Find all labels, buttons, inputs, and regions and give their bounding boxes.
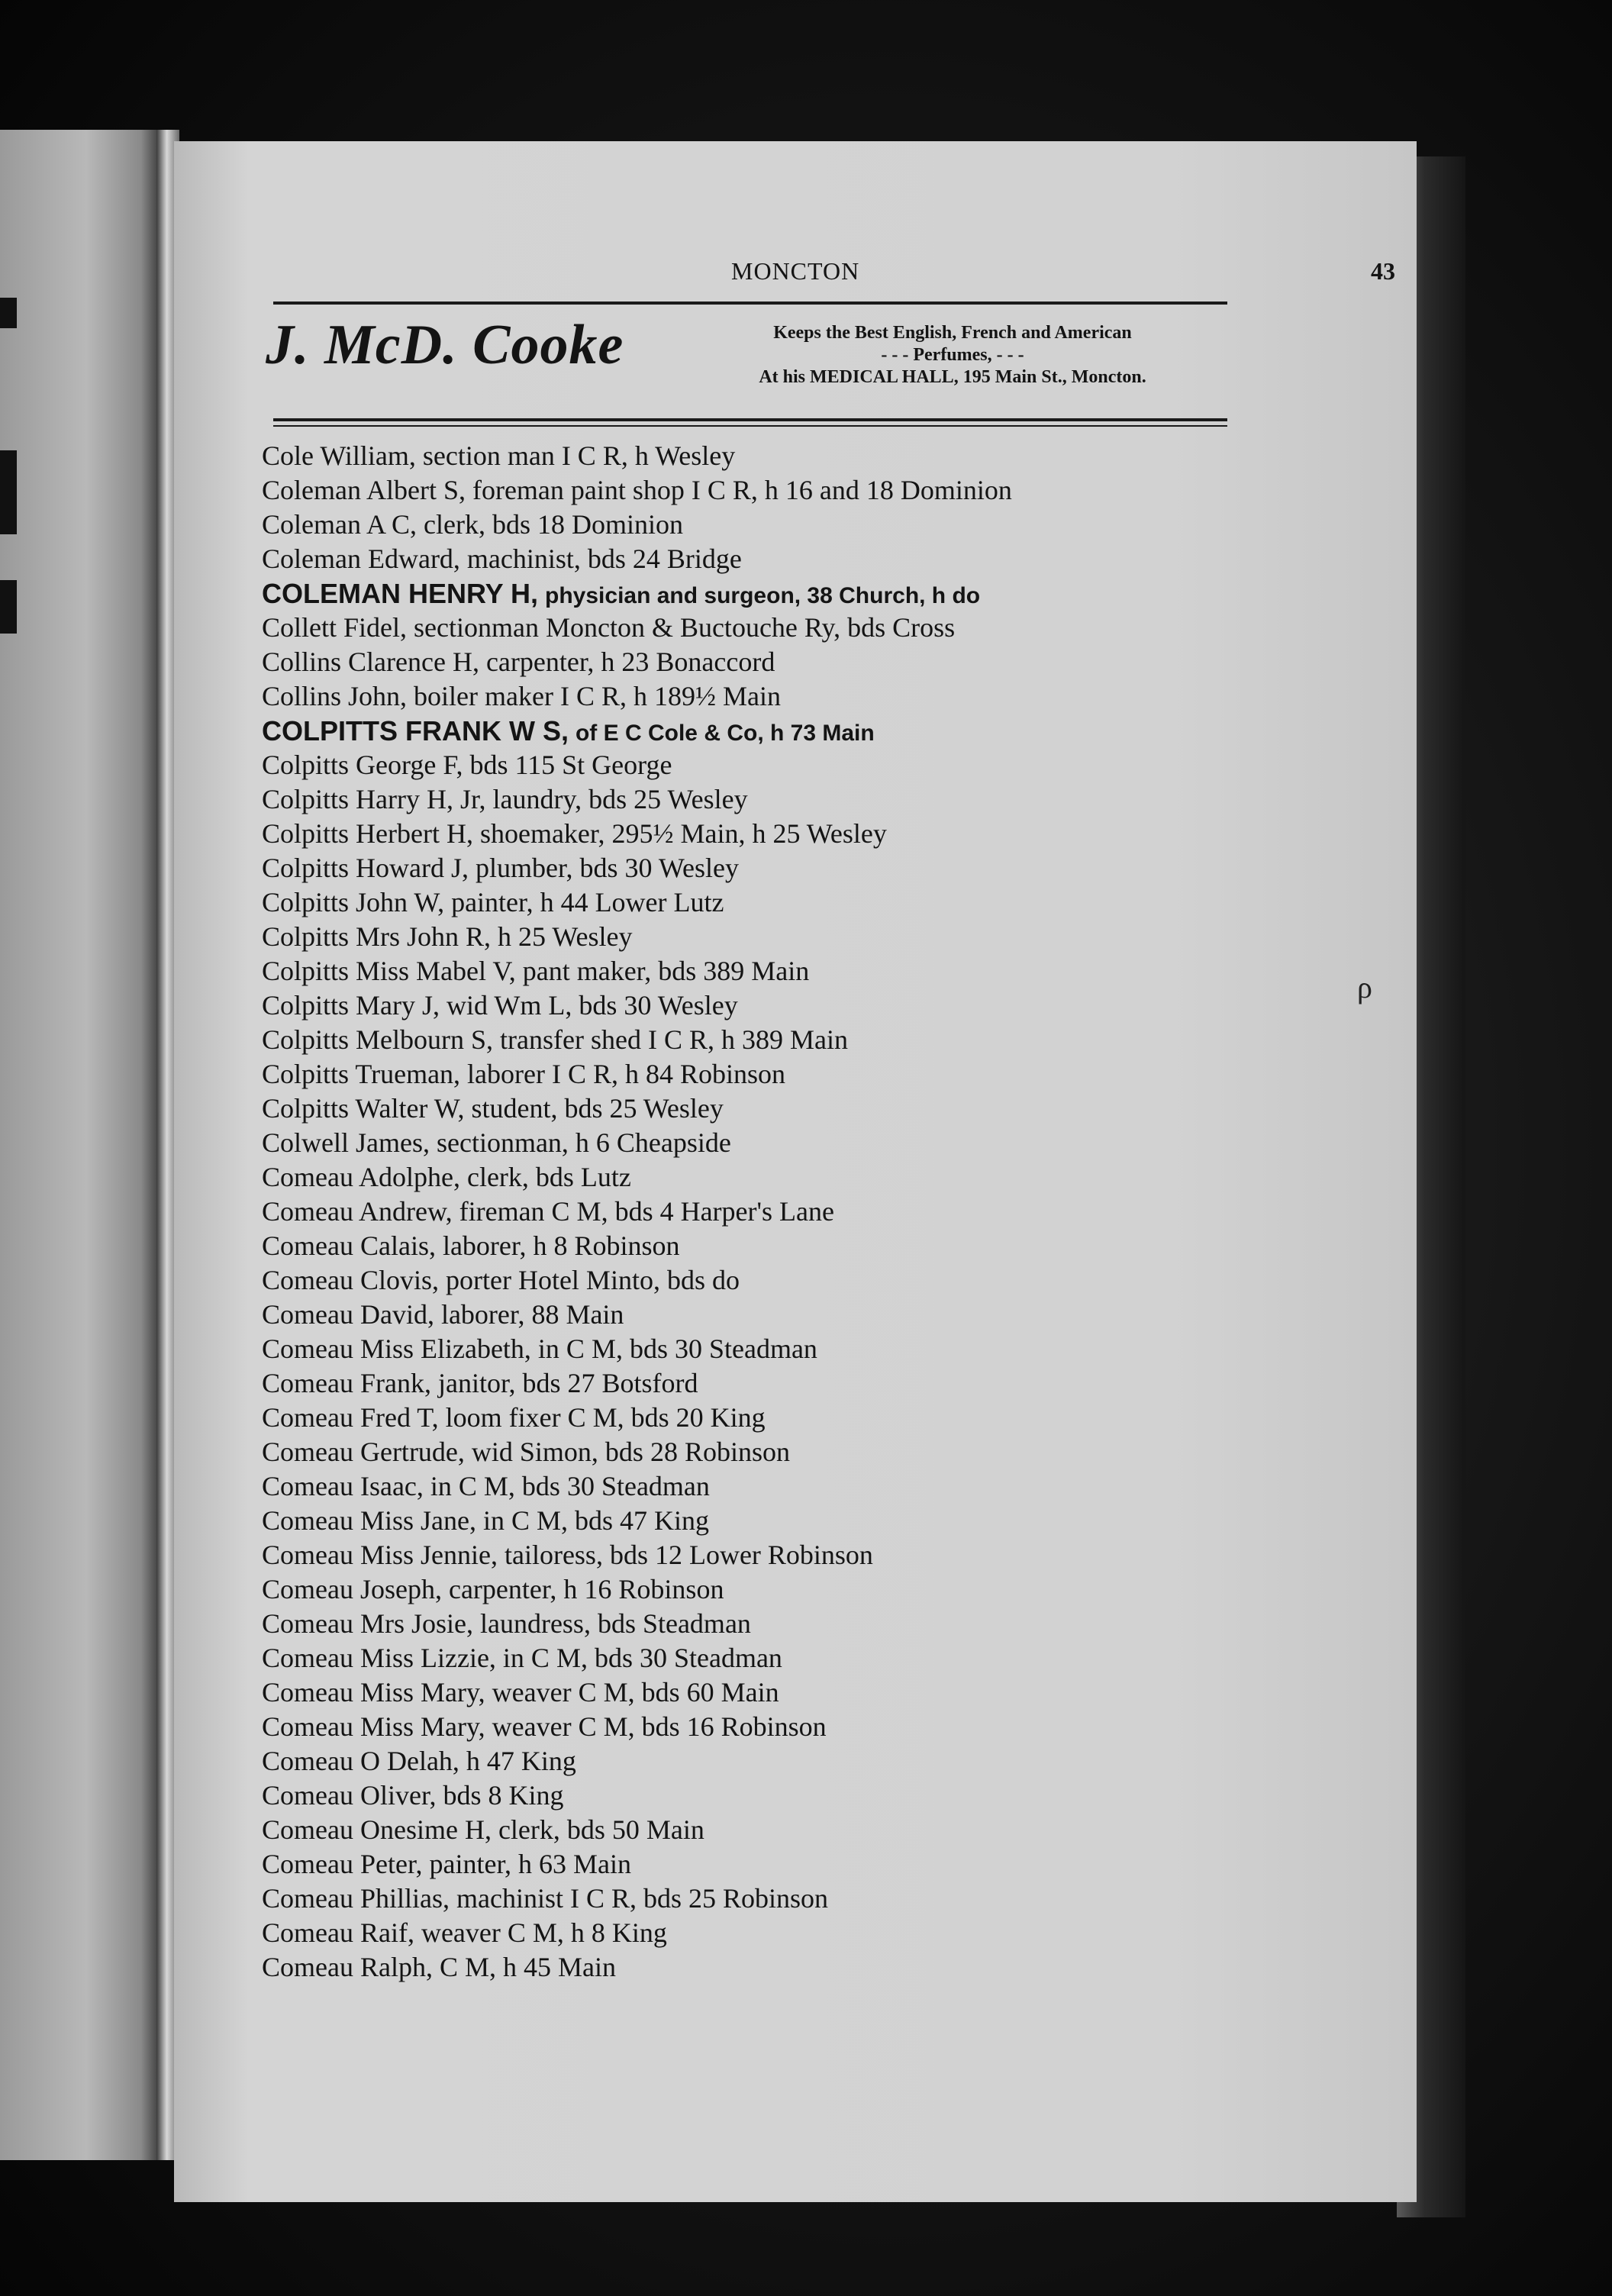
- directory-entry: [262, 1847, 1369, 1882]
- advert-line: Keeps the Best English, French and American: [773, 323, 1132, 343]
- entry-text: Comeau Joseph, carpenter, h 16 Robinson: [262, 1574, 724, 1604]
- facing-page-mark: [0, 450, 17, 534]
- advert-rule: [273, 425, 1227, 427]
- entry-text: Comeau Calais, laborer, h 8 Robinson: [262, 1230, 680, 1261]
- directory-page: [174, 141, 1417, 2202]
- running-head: [273, 257, 1403, 295]
- directory-entry: [262, 1092, 1369, 1126]
- directory-entry: [262, 1675, 1369, 1710]
- entry-bold-name: COLPITTS FRANK W S,: [262, 715, 569, 747]
- directory-entry: [262, 1298, 1369, 1332]
- entry-text: Colpitts Melbourn S, transfer shed I C R, h 389 Main: [262, 1024, 848, 1055]
- entry-text: Collett Fidel, sectionman Moncton & Buctouche Ry, bds Cross: [262, 612, 956, 643]
- directory-entry: [262, 1195, 1369, 1229]
- directory-entry: [262, 679, 1369, 714]
- directory-entry: [262, 1572, 1369, 1607]
- header-rule: [273, 302, 1227, 305]
- ink-mark: ρ: [1357, 970, 1372, 1004]
- directory-entry: [262, 1366, 1369, 1401]
- entry-text: Colpitts Mary J, wid Wm L, bds 30 Wesley: [262, 990, 738, 1021]
- entry-text: Comeau Clovis, porter Hotel Minto, bds do: [262, 1265, 740, 1295]
- directory-entry: [262, 1538, 1369, 1572]
- directory-entry: [262, 1607, 1369, 1641]
- directory-entry: [262, 988, 1369, 1023]
- advert-line: At his MEDICAL HALL, 195 Main St., Moncton.: [759, 367, 1146, 387]
- directory-entry: [262, 1504, 1369, 1538]
- entry-text: Colpitts Harry H, Jr, laundry, bds 25 Wesley: [262, 784, 748, 814]
- entry-text: Comeau Gertrude, wid Simon, bds 28 Robinson: [262, 1437, 790, 1467]
- directory-entry: [262, 645, 1369, 679]
- directory-entry: [262, 1641, 1369, 1675]
- entry-text: Colpitts Trueman, laborer I C R, h 84 Robinson: [262, 1059, 786, 1089]
- directory-entry: [262, 1778, 1369, 1813]
- page-number: 43: [1371, 257, 1395, 285]
- entry-text: Comeau Raif, weaver C M, h 8 King: [262, 1917, 667, 1948]
- entry-text: Colpitts Mrs John R, h 25 Wesley: [262, 921, 633, 952]
- entry-text: Comeau Miss Mary, weaver C M, bds 16 Robinson: [262, 1711, 827, 1742]
- entry-text: Colpitts Herbert H, shoemaker, 295½ Main, h 25 Wesley: [262, 818, 887, 849]
- entry-bold-name: COLEMAN HENRY H,: [262, 578, 539, 609]
- advertisement: [266, 313, 1258, 416]
- directory-entry: [262, 1710, 1369, 1744]
- entry-text: Comeau Miss Elizabeth, in C M, bds 30 Steadman: [262, 1333, 817, 1364]
- entry-text: Comeau Andrew, fireman C M, bds 4 Harper's Lane: [262, 1196, 834, 1227]
- entry-text: Comeau Miss Lizzie, in C M, bds 30 Steadman: [262, 1643, 782, 1673]
- entry-text: Comeau Miss Mary, weaver C M, bds 60 Main: [262, 1677, 779, 1707]
- facing-page-edge: [0, 130, 156, 2160]
- entry-text: Comeau Isaac, in C M, bds 30 Steadman: [262, 1471, 710, 1501]
- entry-text: Coleman Edward, machinist, bds 24 Bridge: [262, 543, 742, 574]
- advert-rule: [273, 418, 1227, 421]
- directory-entry: [262, 1160, 1369, 1195]
- entry-text: Comeau Mrs Josie, laundress, bds Steadman: [262, 1608, 751, 1639]
- directory-entry: [262, 1813, 1369, 1847]
- entry-text: Comeau O Delah, h 47 King: [262, 1746, 576, 1776]
- entry-text: Comeau Phillias, machinist I C R, bds 25 Robinson: [262, 1883, 829, 1914]
- entry-text: Colpitts George F, bds 115 St George: [262, 750, 672, 780]
- entry-text: Collins John, boiler maker I C R, h 189½ Main: [262, 681, 781, 711]
- entry-text: Comeau David, laborer, 88 Main: [262, 1299, 624, 1330]
- entry-text: Colpitts John W, painter, h 44 Lower Lutz: [262, 887, 724, 917]
- entry-text: Comeau Adolphe, clerk, bds Lutz: [262, 1162, 631, 1192]
- directory-entries: [262, 439, 1369, 1985]
- entry-text: Comeau Miss Jennie, tailoress, bds 12 Lower Robinson: [262, 1540, 873, 1570]
- entry-text: Comeau Ralph, C M, h 45 Main: [262, 1952, 616, 1982]
- directory-entry: [262, 1469, 1369, 1504]
- entry-text: Colpitts Walter W, student, bds 25 Wesley: [262, 1093, 724, 1124]
- advert-text: [663, 322, 1243, 389]
- directory-entry: [262, 1263, 1369, 1298]
- advert-name: J. McD. Cooke: [266, 314, 624, 376]
- directory-entry: [262, 1401, 1369, 1435]
- directory-entry: [262, 851, 1369, 885]
- entry-text: Collins Clarence H, carpenter, h 23 Bonaccord: [262, 647, 775, 677]
- entry-text: physician and surgeon, 38 Church, h do: [545, 583, 981, 608]
- entry-text: Comeau Frank, janitor, bds 27 Botsford: [262, 1368, 698, 1398]
- entry-text: Colpitts Miss Mabel V, pant maker, bds 389 Main: [262, 956, 810, 986]
- advert-line: - - - Perfumes, - - -: [881, 345, 1024, 365]
- entry-text: Colwell James, sectionman, h 6 Cheapside: [262, 1127, 731, 1158]
- directory-entry: [262, 439, 1369, 473]
- directory-entry: [262, 473, 1369, 508]
- facing-page-mark: [0, 580, 17, 634]
- directory-entry: [262, 1916, 1369, 1950]
- entry-text: Coleman Albert S, foreman paint shop I C R, h 16 and 18 Dominion: [262, 475, 1012, 505]
- directory-entry: [262, 611, 1369, 645]
- running-title: MONCTON: [731, 257, 860, 285]
- directory-entry: [262, 1332, 1369, 1366]
- directory-entry: [262, 954, 1369, 988]
- directory-entry: [262, 885, 1369, 920]
- entry-text: Comeau Fred T, loom fixer C M, bds 20 King: [262, 1402, 766, 1433]
- directory-entry: [262, 1126, 1369, 1160]
- directory-entry: [262, 782, 1369, 817]
- directory-entry: [262, 508, 1369, 542]
- directory-entry: [262, 748, 1369, 782]
- entry-text: Comeau Onesime H, clerk, bds 50 Main: [262, 1814, 704, 1845]
- directory-entry: [262, 1435, 1369, 1469]
- directory-entry: [262, 542, 1369, 576]
- entry-text: Comeau Oliver, bds 8 King: [262, 1780, 564, 1811]
- directory-entry: [262, 1057, 1369, 1092]
- directory-entry: [262, 576, 1369, 611]
- entry-text: Colpitts Howard J, plumber, bds 30 Wesley: [262, 853, 739, 883]
- entry-text: Comeau Miss Jane, in C M, bds 47 King: [262, 1505, 710, 1536]
- directory-entry: [262, 1744, 1369, 1778]
- facing-page-mark: [0, 298, 17, 328]
- directory-entry: [262, 1882, 1369, 1916]
- entry-text: Coleman A C, clerk, bds 18 Dominion: [262, 509, 683, 540]
- directory-entry: [262, 1023, 1369, 1057]
- directory-entry: [262, 817, 1369, 851]
- directory-entry: [262, 1229, 1369, 1263]
- directory-entry: [262, 714, 1369, 748]
- entry-text: of E C Cole & Co, h 73 Main: [575, 721, 875, 746]
- directory-entry: [262, 920, 1369, 954]
- entry-text: Cole William, section man I C R, h Wesley: [262, 440, 736, 471]
- entry-text: Comeau Peter, painter, h 63 Main: [262, 1849, 631, 1879]
- directory-entry: [262, 1950, 1369, 1985]
